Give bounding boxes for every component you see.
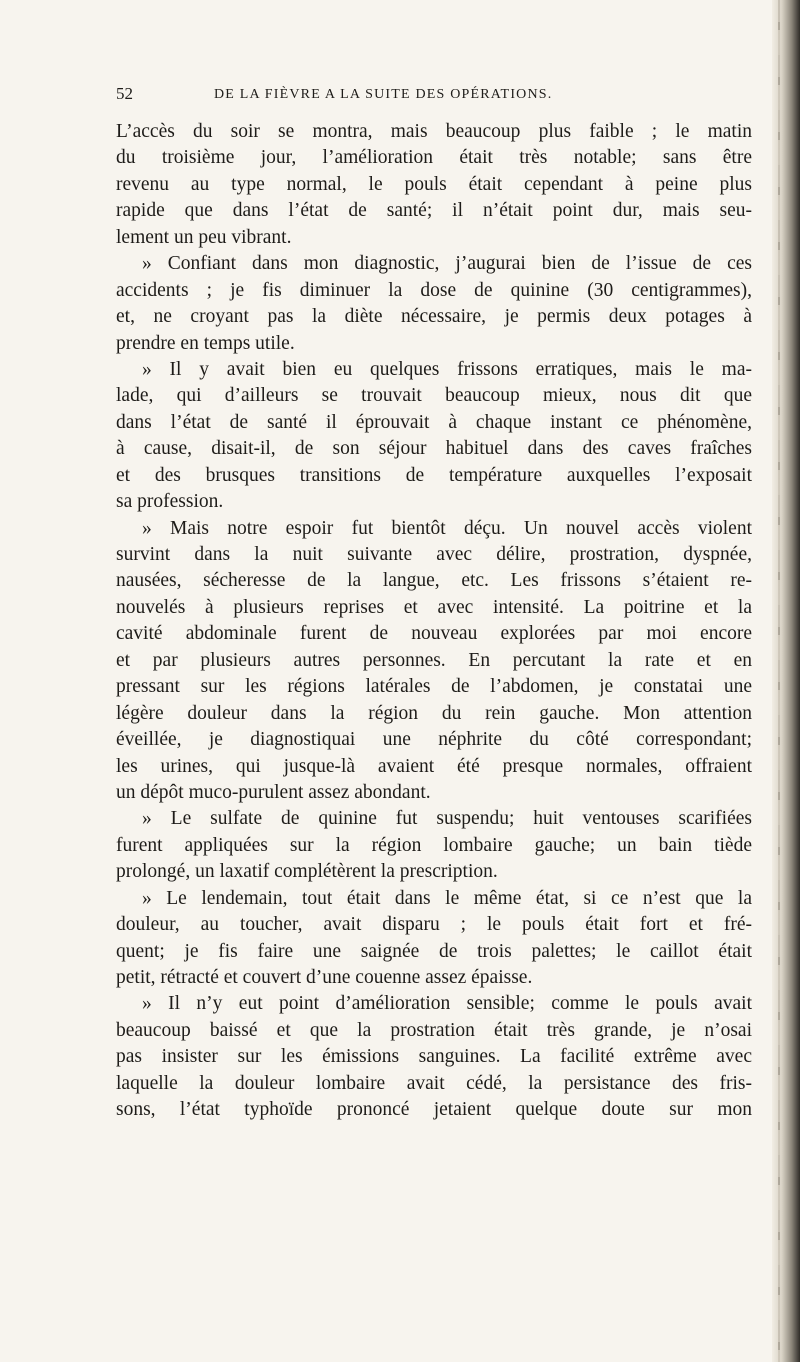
text-line: légère douleur dans la région du rein gauche. Mon attention xyxy=(116,702,752,724)
text-line: pressant sur les régions latérales de l’abdomen, je constatai une xyxy=(116,676,752,698)
text-line: laquelle la douleur lombaire avait cédé, la persistance des fris- xyxy=(116,1072,752,1094)
text-line: accidents ; je fis diminuer la dose de quinine (30 centigrammes), xyxy=(116,279,752,301)
text-line: et, ne croyant pas la diète nécessaire, je permis deux potages à xyxy=(116,306,752,328)
text-line: à cause, disait-il, de son séjour habituel dans des caves fraîches xyxy=(116,438,752,460)
text-line: et par plusieurs autres personnes. En percutant la rate et en xyxy=(116,649,752,671)
body-text xyxy=(116,119,752,1124)
text-line: beaucoup baissé et que la prostration était très grande, je n’osai xyxy=(116,1019,752,1041)
text-line: sons, l’état typhoïde prononcé jetaient quelque doute sur mon xyxy=(116,1099,752,1121)
page-header xyxy=(116,84,710,106)
text-line: quent; je fis faire une saignée de trois palettes; le caillot était xyxy=(116,940,752,962)
text-line: furent appliquées sur la région lombaire gauche; un bain tiède xyxy=(116,834,752,856)
text-line: prendre en temps utile. xyxy=(116,332,295,354)
text-line: nouvelés à plusieurs reprises et avec intensité. La poitrine et la xyxy=(116,596,752,618)
page-number: 52 xyxy=(116,84,133,103)
text-line: lement un peu vibrant. xyxy=(116,226,292,248)
text-line: » Confiant dans mon diagnostic, j’augurai bien de l’issue de ces xyxy=(142,253,752,275)
text-line: » Il y avait bien eu quelques frissons erratiques, mais le ma- xyxy=(142,358,752,380)
text-line: » Mais notre espoir fut bientôt déçu. Un nouvel accès violent xyxy=(142,517,752,539)
text-line: sa profession. xyxy=(116,491,224,513)
text-line: » Il n’y eut point d’amélioration sensible; comme le pouls avait xyxy=(142,993,752,1015)
text-line: » Le lendemain, tout était dans le même état, si ce n’est que la xyxy=(142,887,752,909)
book-spine-edge xyxy=(772,0,800,1362)
text-line: survint dans la nuit suivante avec délire, prostration, dyspnée, xyxy=(116,544,752,565)
text-line: douleur, au toucher, avait disparu ; le pouls était fort et fré- xyxy=(116,914,752,936)
text-line: du troisième jour, l’amélioration était très notable; sans être xyxy=(116,147,752,169)
text-line: éveillée, je diagnostiquai une néphrite du côté correspondant; xyxy=(116,729,752,751)
text-line: dans l’état de santé il éprouvait à chaque instant ce phénomène, xyxy=(116,411,752,433)
text-line: prolongé, un laxatif complétèrent la prescription. xyxy=(116,861,498,883)
text-line: petit, rétracté et couvert d’une couenne assez épaisse. xyxy=(116,967,533,988)
text-line: » Le sulfate de quinine fut suspendu; huit ventouses scarifiées xyxy=(142,808,752,830)
text-line: rapide que dans l’état de santé; il n’était point dur, mais seu- xyxy=(116,200,752,222)
text-line: nausées, sécheresse de la langue, etc. Les frissons s’étaient re- xyxy=(116,570,752,592)
text-line: et des brusques transitions de température auxquelles l’exposait xyxy=(116,464,752,486)
text-line: pas insister sur les émissions sanguines. La facilité extrême avec xyxy=(116,1046,752,1068)
text-line: L’accès du soir se montra, mais beaucoup plus faible ; le matin xyxy=(116,121,752,142)
text-line: un dépôt muco-purulent assez abondant. xyxy=(116,781,431,803)
text-line: revenu au type normal, le pouls était cependant à peine plus xyxy=(116,173,752,195)
text-line: les urines, qui jusque-là avaient été presque normales, offraient xyxy=(116,755,752,777)
running-title: DE LA FIÈVRE A LA SUITE DES OPÉRATIONS. xyxy=(214,87,553,102)
text-line: cavité abdominale furent de nouveau explorées par moi encore xyxy=(116,623,752,645)
text-line: lade, qui d’ailleurs se trouvait beaucoup mieux, nous dit que xyxy=(116,385,752,407)
